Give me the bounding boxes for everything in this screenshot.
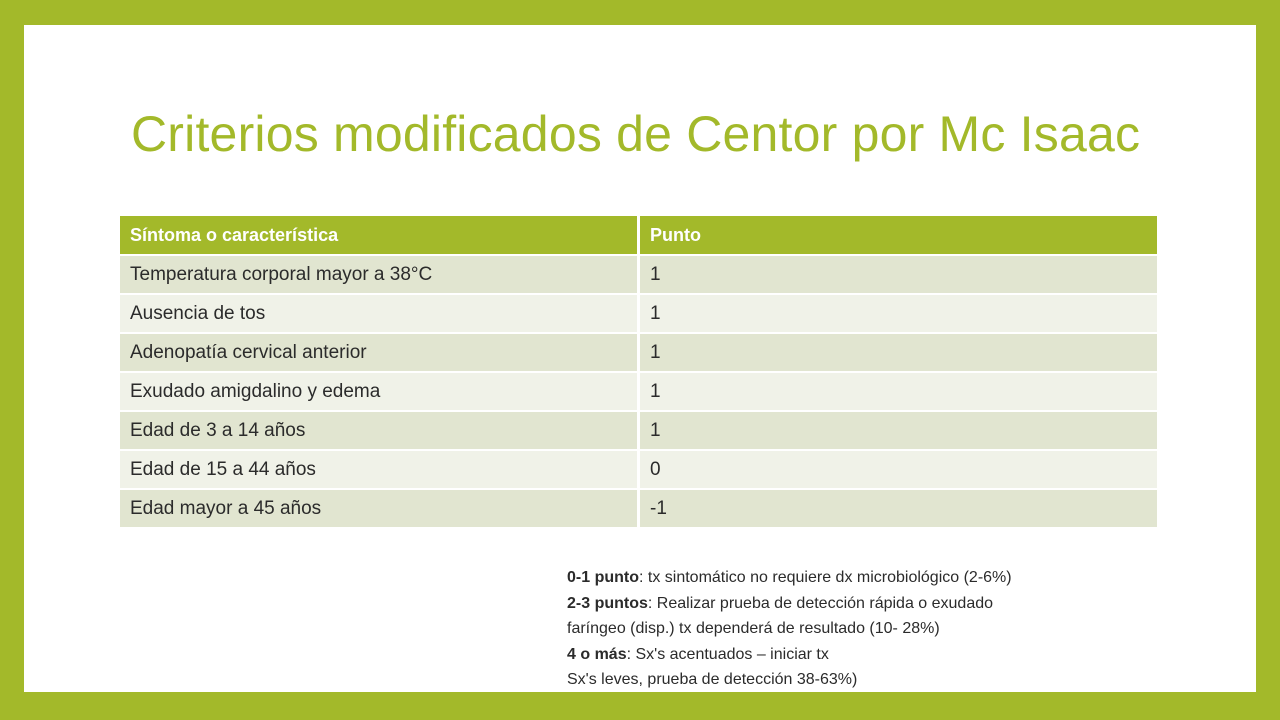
note-text: Sx's leves, prueba de detección 38-63%): [567, 671, 858, 688]
slide-title: Criterios modificados de Centor por Mc Isaac: [131, 106, 1141, 162]
symptom-cell: Exudado amigdalino y edema: [120, 372, 639, 411]
note-line: [567, 616, 1207, 642]
table-row: [120, 450, 1157, 489]
criteria-table: [120, 216, 1157, 527]
table-row: [120, 294, 1157, 333]
note-text: : Sx's acentuados – iniciar tx: [626, 645, 829, 663]
header-symptom: Síntoma o característica: [120, 216, 639, 255]
note-score-label: 4 o más: [567, 645, 627, 663]
note-line: [567, 591, 1207, 617]
note-line: [567, 642, 1207, 668]
table-row: [120, 333, 1157, 372]
points-cell: 1: [639, 255, 1158, 294]
table-row: [120, 489, 1157, 527]
score-notes: [567, 565, 1207, 693]
table-row: [120, 372, 1157, 411]
symptom-cell: Ausencia de tos: [120, 294, 639, 333]
points-cell: 1: [639, 333, 1158, 372]
note-line: [567, 565, 1207, 591]
points-cell: 0: [639, 450, 1158, 489]
table-row: [120, 255, 1157, 294]
points-cell: 1: [639, 411, 1158, 450]
note-score-label: 0-1 punto: [567, 569, 639, 586]
symptom-cell: Edad de 3 a 14 años: [120, 411, 639, 450]
points-cell: 1: [639, 294, 1158, 333]
points-cell: 1: [639, 372, 1158, 411]
symptom-cell: Temperatura corporal mayor a 38°C: [120, 255, 639, 294]
slide: [24, 25, 1256, 692]
table-header-row: [120, 216, 1157, 255]
note-text: : tx sintomático no requiere dx microbiológico (2-6%): [639, 569, 1012, 586]
table-row: [120, 411, 1157, 450]
note-text: : Realizar prueba de detección rápida o exudado: [647, 594, 994, 612]
symptom-cell: Edad mayor a 45 años: [120, 489, 639, 527]
points-cell: -1: [639, 489, 1158, 527]
symptom-cell: Edad de 15 a 44 años: [120, 450, 639, 489]
note-text: faríngeo (disp.) tx dependerá de resultado (10- 28%): [567, 620, 940, 637]
note-line: [567, 667, 1207, 693]
symptom-cell: Adenopatía cervical anterior: [120, 333, 639, 372]
note-score-label: 2-3 puntos: [567, 594, 648, 612]
header-points: Punto: [639, 216, 1158, 255]
